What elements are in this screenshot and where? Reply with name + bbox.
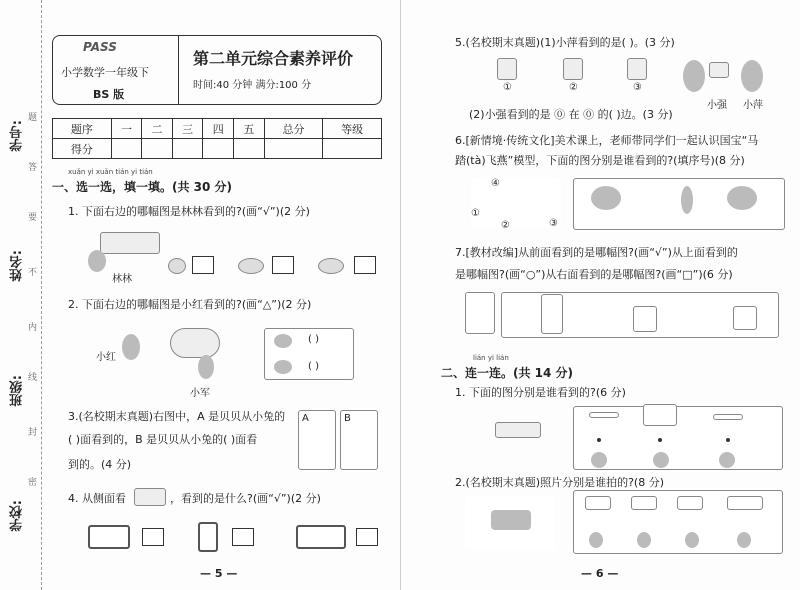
question-6-line1: 6.[新情境·传统文化]美术课上，老师带同学们一起认识国宝“马 [455, 134, 759, 147]
question-4: 4. 从侧面看 [68, 492, 126, 505]
car-view-2 [631, 496, 657, 510]
answer-box[interactable] [356, 528, 378, 546]
exam-meta: 时间:40 分钟 满分:100 分 [193, 80, 312, 91]
box-object [134, 488, 166, 506]
binding-word: 密 [28, 478, 38, 488]
score-header-cell: 题序 [53, 119, 112, 139]
binding-word: 封 [28, 428, 38, 438]
class-label: 班级: [10, 375, 25, 407]
score-cell[interactable] [142, 139, 173, 159]
connect-dot[interactable] [726, 438, 730, 442]
table-objects [709, 62, 729, 78]
binding-word: 题 [28, 113, 38, 123]
section2-title: 二、连一连。(共 14 分) [441, 366, 574, 380]
side-view-2 [198, 522, 218, 552]
child-face [591, 452, 607, 468]
rabbit-view-a [298, 410, 336, 470]
fridge-view-3 [733, 306, 757, 330]
question-2: 2. 下面右边的哪幅图是小红看到的?(画“△”)(2 分) [68, 298, 312, 311]
side-view-3 [296, 525, 346, 549]
question-5-part2: (2)小强看到的是 ⓪ 在 ⓪ 的( )边。(3 分) [469, 108, 673, 121]
question-1: 1. 下面右边的哪幅图是林林看到的?(画“√”)(2 分) [68, 205, 310, 218]
question-7-line2: 是哪幅图?(画“○”)从右面看到的是哪幅图?(画“□”)(6 分) [455, 268, 733, 281]
student-number: ③ [549, 218, 558, 229]
person-label-xiaohong: 小红 [96, 352, 116, 363]
child-figure [637, 532, 651, 548]
section1-title: 一、选一选，填一填。(共 30 分) [52, 180, 233, 194]
answer-paren[interactable]: ( ) [308, 361, 319, 372]
child-figure [589, 532, 603, 548]
connect-dot[interactable] [658, 438, 662, 442]
school-label: 学校: [10, 500, 25, 532]
score-header-cell: 五 [234, 119, 265, 139]
answer-paren[interactable]: ( ) [308, 334, 319, 345]
box-view-2 [643, 404, 677, 426]
person-label-linlin: 林林 [112, 274, 132, 285]
score-row-label: 得分 [53, 139, 112, 159]
question-6-line2: 踏(tà)飞燕”模型，下面的图分别是谁看到的?(填序号)(8 分) [455, 154, 745, 167]
page-number-right: — 6 — [581, 567, 619, 580]
child-face [653, 452, 669, 468]
teapot-view-1 [168, 258, 186, 274]
box-3d [495, 422, 541, 438]
box-view-3 [713, 414, 743, 420]
elephant-figure [170, 328, 220, 358]
toy-car [491, 510, 531, 530]
score-header-cell: 一 [111, 119, 142, 139]
score-cell[interactable] [264, 139, 323, 159]
child-figure [685, 532, 699, 548]
section2-question-2: 2.(名校期末真题)照片分别是谁拍的?(8 分) [455, 476, 664, 489]
question-5-part1: 5.(名校期末真题)(1)小萍看到的是( )。(3 分) [455, 36, 675, 49]
subject-label: 小学数学一年级下 [61, 66, 149, 79]
option-label: ① [503, 82, 512, 93]
section2-question-1: 1. 下面的图分别是谁看到的?(6 分) [455, 386, 626, 399]
elephant-view-1 [274, 334, 292, 348]
child-face [719, 452, 735, 468]
score-row [53, 139, 382, 159]
section2-pinyin: lián yi lián [473, 354, 509, 362]
horse-model-scene [471, 178, 561, 231]
horse-view-3 [727, 186, 757, 210]
question-7-line1: 7.[教材改编]从前面看到的是哪幅图?(画“√”)从上面看到的 [455, 246, 738, 259]
student-number: ① [471, 208, 480, 219]
score-header-row [53, 119, 382, 139]
object-view-2 [563, 58, 583, 80]
question-3-line1: 3.(名校期末真题)右图中，A 是贝贝从小兔的 [68, 410, 286, 423]
score-header-cell: 四 [203, 119, 234, 139]
right-page [400, 0, 800, 590]
car-view-1 [585, 496, 611, 510]
box-view-1 [589, 412, 619, 418]
car-view-4 [727, 496, 763, 510]
header-divider [178, 36, 179, 104]
child-figure [737, 532, 751, 548]
answer-box[interactable] [142, 528, 164, 546]
teapot-view-2 [238, 258, 264, 274]
section1-pinyin: xuǎn yi xuǎn tián yi tián [68, 168, 153, 176]
exam-header [52, 35, 382, 105]
girl-figure [741, 60, 763, 92]
name-label: 姓名: [10, 250, 25, 282]
question-3-line2: ( )面看到的，B 是贝贝从小兔的( )面看 [68, 433, 258, 446]
person-label-xiaoqiang: 小强 [707, 100, 727, 111]
publisher-logo: PASS [83, 40, 117, 54]
object-view-3 [627, 58, 647, 80]
score-header-cell: 总分 [264, 119, 323, 139]
connect-dot[interactable] [597, 438, 601, 442]
answer-box[interactable] [354, 256, 376, 274]
option-label: ③ [633, 82, 642, 93]
score-cell[interactable] [323, 139, 382, 159]
answer-box[interactable] [272, 256, 294, 274]
question-4-tail: ，看到的是什么?(画“√”)(2 分) [170, 492, 321, 505]
boy-figure [88, 250, 106, 272]
fridge-view-2 [633, 306, 657, 332]
page-number-left: — 5 — [200, 567, 238, 580]
fridge-3d [465, 292, 495, 334]
score-header-cell: 等级 [323, 119, 382, 139]
binding-word: 不 [28, 268, 38, 278]
student-number: ② [501, 220, 510, 231]
girl-figure [122, 334, 140, 360]
score-cell[interactable] [111, 139, 142, 159]
score-cell[interactable] [172, 139, 203, 159]
view-label-a: A [302, 413, 309, 424]
score-header-cell: 三 [172, 119, 203, 139]
side-view-1 [88, 525, 130, 549]
elephant-view-2 [274, 360, 292, 374]
car-view-3 [677, 496, 703, 510]
rabbit-view-b [340, 410, 378, 470]
student-number: ④ [491, 178, 500, 189]
version-label: BS 版 [93, 88, 125, 101]
horse-view-1 [591, 186, 621, 210]
fridge-view-1 [541, 294, 563, 334]
table-teapot-figure [100, 232, 160, 254]
boy-figure [198, 355, 214, 379]
score-cell[interactable] [203, 139, 234, 159]
option-label: ② [569, 82, 578, 93]
student-id-label: 学号: [10, 120, 25, 152]
horse-view-2 [681, 186, 693, 214]
score-header-cell: 二 [142, 119, 173, 139]
question-3-line3: 到的。(4 分) [68, 458, 132, 471]
binding-word: 内 [28, 323, 38, 333]
binding-word: 线 [28, 373, 38, 383]
answer-box[interactable] [192, 256, 214, 274]
score-cell[interactable] [234, 139, 265, 159]
exam-title: 第二单元综合素养评价 [193, 49, 354, 68]
binding-word: 要 [28, 213, 38, 223]
teapot-view-3 [318, 258, 344, 274]
boy-figure [683, 60, 705, 92]
person-label-xiaojun: 小军 [190, 388, 210, 399]
binding-margin [0, 0, 42, 590]
person-label-xiaoping: 小萍 [743, 100, 763, 111]
answer-box[interactable] [232, 528, 254, 546]
score-table [52, 118, 382, 159]
object-view-1 [497, 58, 517, 80]
view-label-b: B [344, 413, 351, 424]
binding-word: 答 [28, 163, 38, 173]
